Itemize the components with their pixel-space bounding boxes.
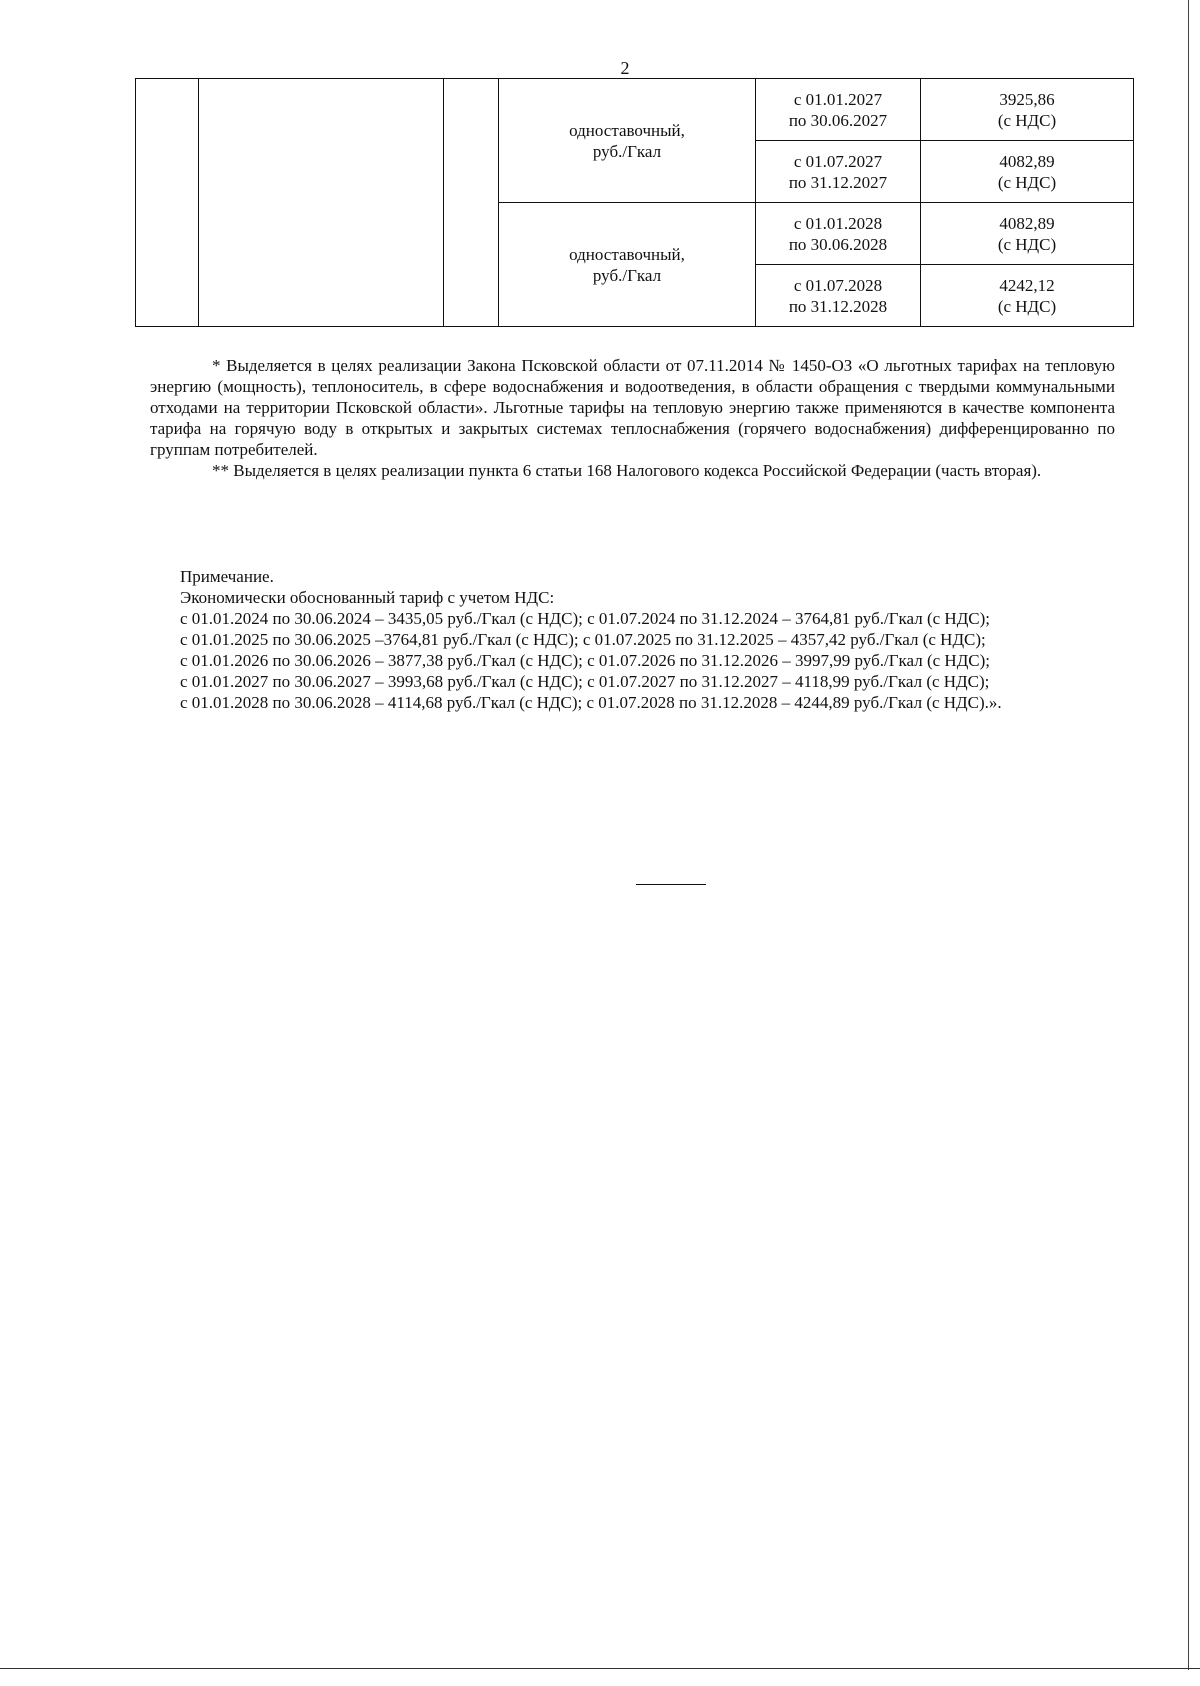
footnotes	[150, 355, 1115, 481]
rate-type-label: одноставочный, руб./Гкал	[569, 244, 685, 285]
tariff-value: 4242,12 (с НДС)	[997, 275, 1057, 316]
table-cell-empty	[136, 79, 199, 327]
period-cell	[756, 79, 921, 141]
period-label: с 01.01.2027 по 30.06.2027	[788, 89, 888, 130]
closing-rule	[636, 884, 706, 885]
rate-type-cell	[499, 79, 756, 203]
note-item: с 01.01.2028 по 30.06.2028 – 4114,68 руб./Гкал (с НДС); с 01.07.2028 по 31.12.2028 – 4244,89 руб./Гкал (с НДС).».	[180, 693, 1002, 712]
notes-subheading: Экономически обоснованный тариф с учетом НДС:	[180, 588, 555, 607]
page-number: 2	[620, 58, 630, 78]
rate-type-label: одноставочный, руб./Гкал	[569, 120, 685, 161]
period-cell	[756, 141, 921, 203]
period-label: с 01.07.2028 по 31.12.2028	[788, 275, 888, 316]
notes-heading: Примечание.	[180, 567, 274, 586]
value-cell	[921, 79, 1134, 141]
table-row	[136, 79, 1134, 141]
rate-type-cell	[499, 203, 756, 327]
tariff-value: 4082,89 (с НДС)	[997, 213, 1057, 254]
table-cell-empty	[444, 79, 499, 327]
value-cell	[921, 141, 1134, 203]
tariff-value: 4082,89 (с НДС)	[997, 151, 1057, 192]
note-item: с 01.01.2024 по 30.06.2024 – 3435,05 руб./Гкал (с НДС); с 01.07.2024 по 31.12.2024 – 3764,81 руб./Гкал (с НДС);	[180, 609, 991, 628]
table-cell-empty	[199, 79, 444, 327]
period-label: с 01.07.2027 по 31.12.2027	[788, 151, 888, 192]
tariff-value: 3925,86 (с НДС)	[997, 89, 1057, 130]
note-item: с 01.01.2027 по 30.06.2027 – 3993,68 руб./Гкал (с НДС); с 01.07.2027 по 31.12.2027 – 4118,99 руб./Гкал (с НДС);	[180, 672, 990, 691]
period-label: с 01.01.2028 по 30.06.2028	[788, 213, 888, 254]
note-item: с 01.01.2026 по 30.06.2026 – 3877,38 руб./Гкал (с НДС); с 01.07.2026 по 31.12.2026 – 3997,99 руб./Гкал (с НДС);	[180, 651, 991, 670]
value-cell	[921, 203, 1134, 265]
scan-bottom-line	[0, 1668, 1200, 1669]
period-cell	[756, 265, 921, 327]
period-cell	[756, 203, 921, 265]
footnote-double-star: ** Выделяется в целях реализации пункта 6 статьи 168 Налогового кодекса Российской Федерации (часть вторая).	[212, 461, 1042, 480]
tariff-table	[135, 78, 1134, 327]
notes-section	[150, 566, 1115, 713]
scan-edge-line	[1188, 0, 1189, 1670]
value-cell	[921, 265, 1134, 327]
note-item: с 01.01.2025 по 30.06.2025 –3764,81 руб./Гкал (с НДС); с 01.07.2025 по 31.12.2025 – 4357,42 руб./Гкал (с НДС);	[180, 630, 986, 649]
footnote-single-star: * Выделяется в целях реализации Закона Псковской области от 07.11.2014 № 1450-ОЗ «О льготных тарифах на тепловую энергию (мощность), теплоноситель, в сфере водоснабжения и водоотведения, в области обращения с твердыми коммунальными отходами на территории Псковской области». Льготные тарифы на тепловую энергию также применяются в качестве компонента тарифа на горячую воду в открытых и закрытых системах теплоснабжения (горячего водоснабжения) дифференцированно по группам потребителей.	[150, 356, 1115, 459]
